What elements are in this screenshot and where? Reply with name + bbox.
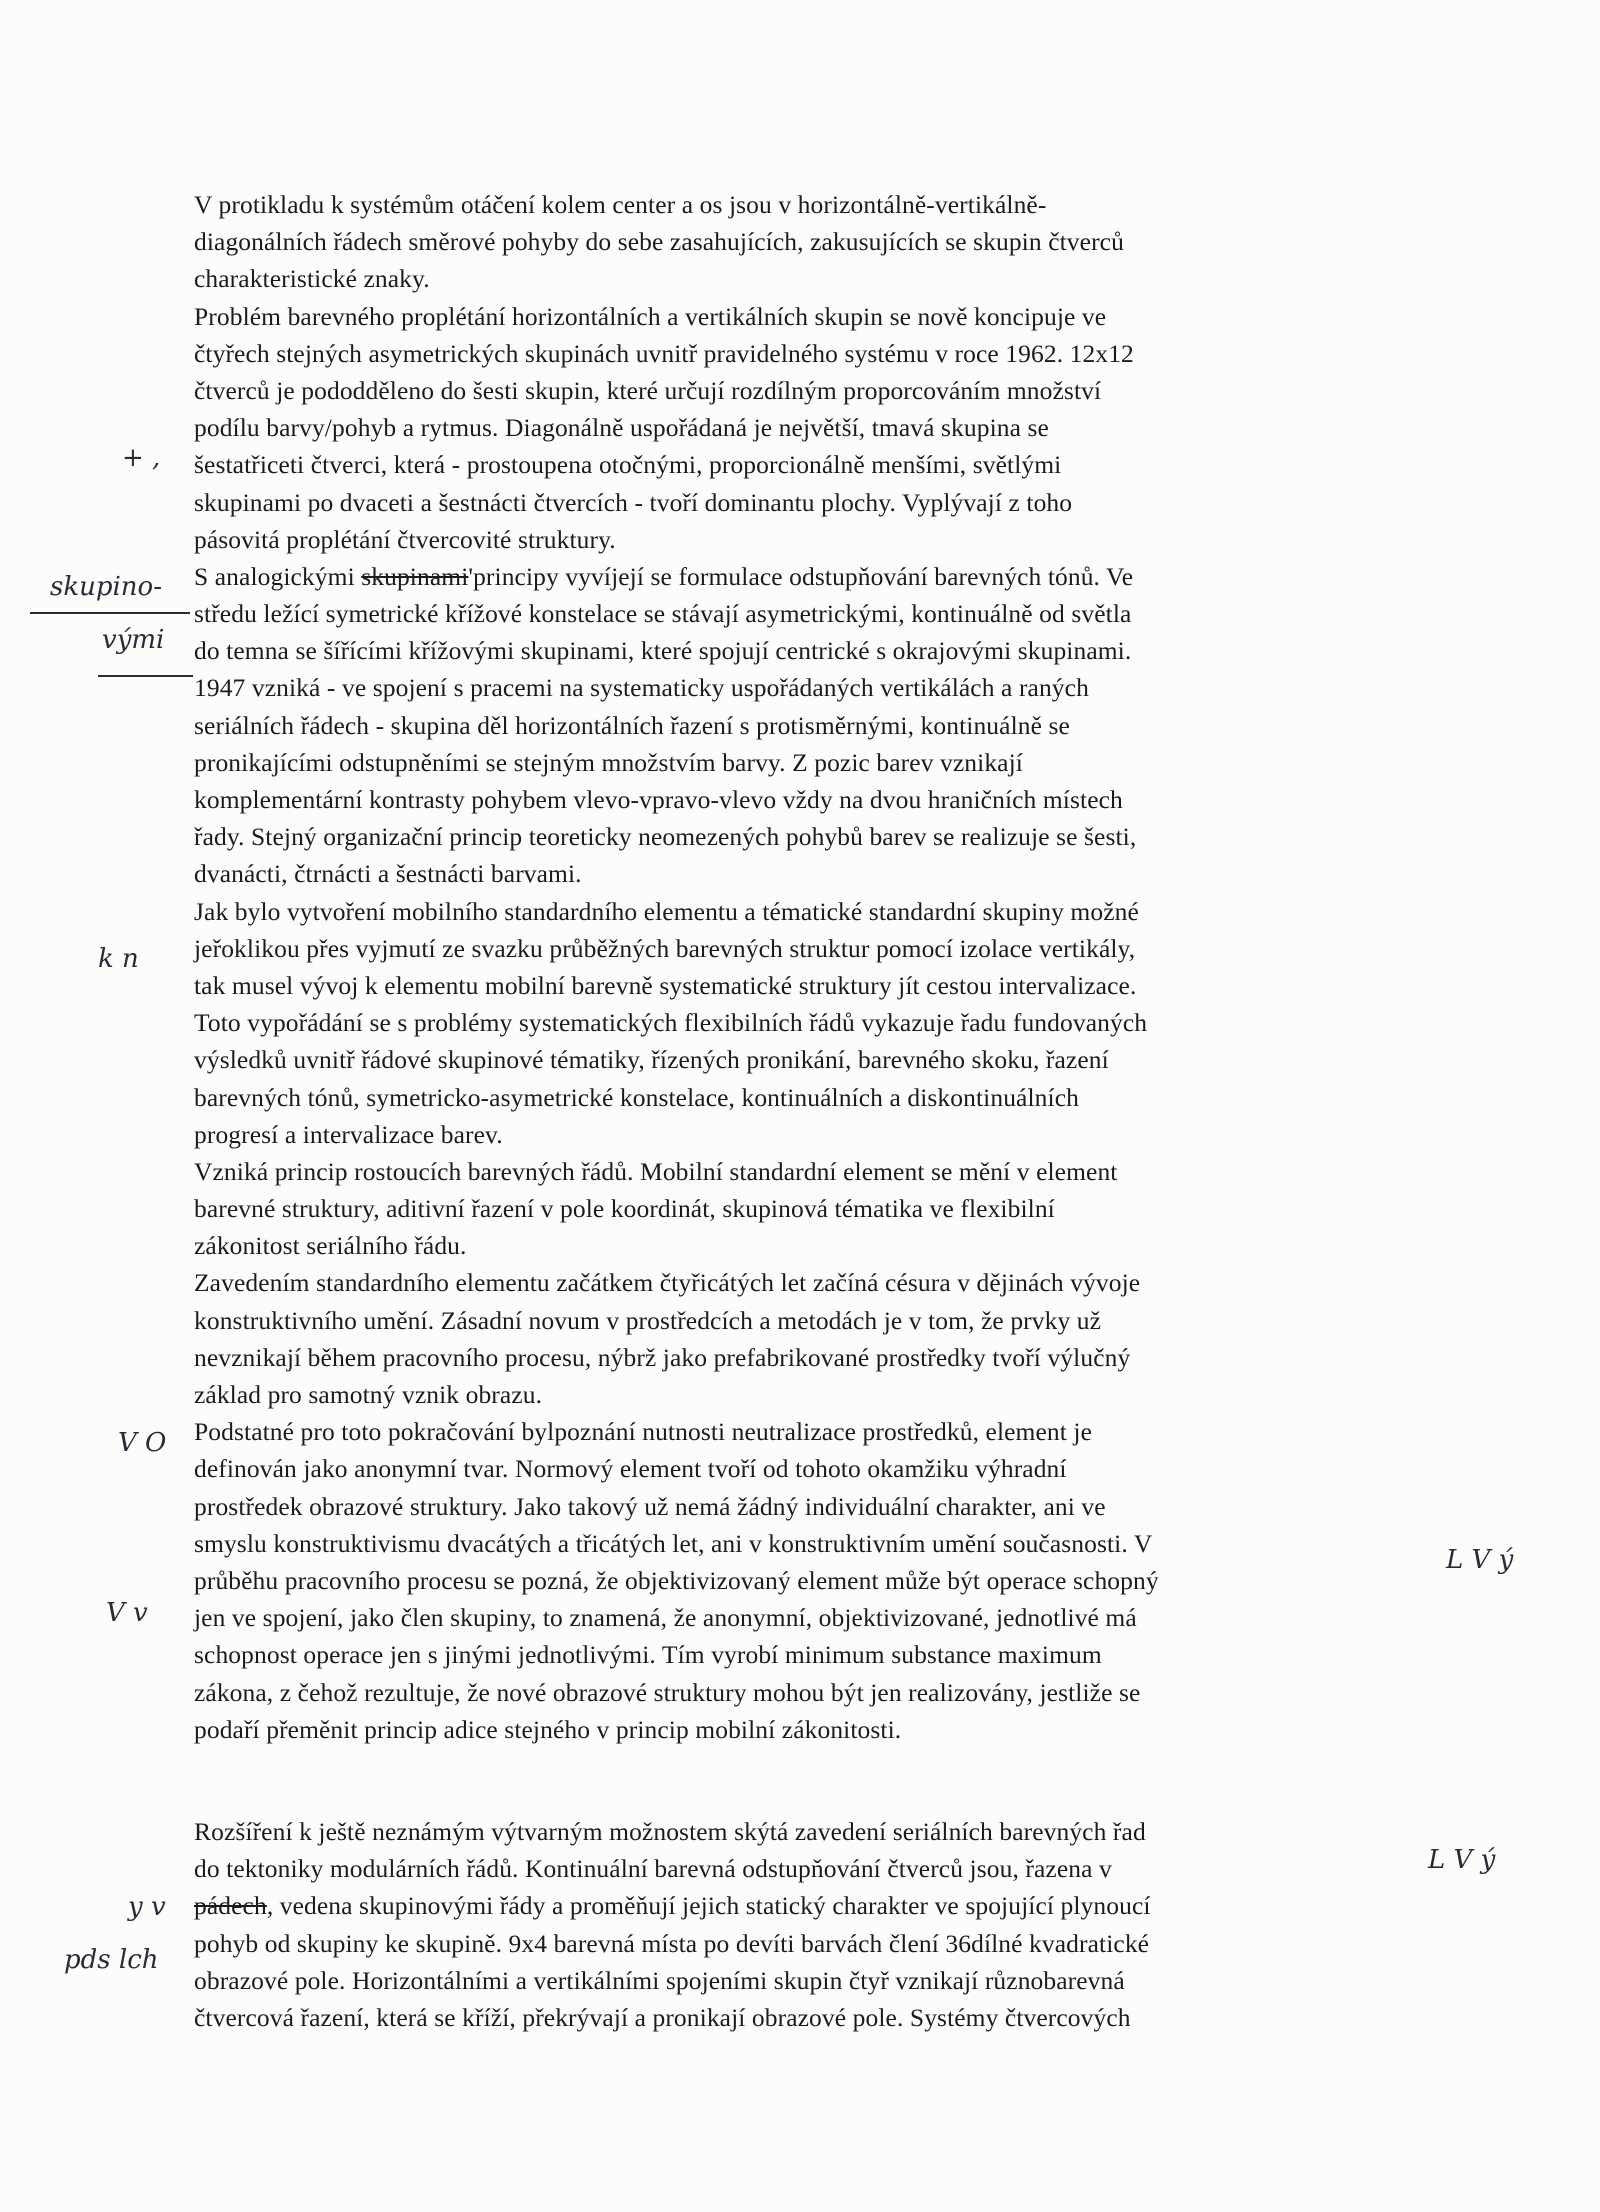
text-line: Podstatné pro toto pokračování bylpoznání nutnosti neutralizace prostředků, element je (194, 1417, 1093, 1447)
text-line: pronikajícími odstupněními se stejným množstvím barvy. Z pozic barev vznikají (194, 747, 1023, 777)
text-line: nevznikají během pracovního procesu, nýbrž jako prefabrikované prostředky tvoří výlučný (194, 1342, 1131, 1372)
text-line: definován jako anonymní tvar. Normový element tvoří od tohoto okamžiku výhradní (194, 1454, 1067, 1484)
text-line-with-strikethrough (194, 558, 1424, 595)
text-line: čtverců je pododděleno do šesti skupin, které určují rozdílným proporcováním množství (194, 375, 1102, 405)
text-line: jeřoklikou přes vyjmutí ze svazku průběžných barevných struktur pomocí izolace vertikály, (194, 933, 1136, 963)
text-line: pohyb od skupiny ke skupině. 9x4 barevná místa po devíti barvách člení 36dílné kvadratické (194, 1928, 1150, 1958)
text-line: řady. Stejný organizační princip teoreticky neomezených pohybů barev se realizuje se šesti, (194, 822, 1137, 852)
margin-note: V O (118, 1428, 167, 1458)
text-line: Jak bylo vytvoření mobilního standardního elementu a tématické standardní skupiny možné (194, 896, 1139, 926)
margin-underline (98, 675, 193, 677)
text-line: skupinami po dvaceti a šestnácti čtvercích - tvoří dominantu plochy. Vyplývají z toho (194, 487, 1073, 517)
text-line: Zavedením standardního elementu začátkem čtyřicátých let začíná césura v dějinách vývoje (194, 1268, 1141, 1298)
margin-note: L V ý (1428, 1845, 1496, 1875)
text-line: základ pro samotný vznik obrazu. (194, 1380, 543, 1409)
text-line: čtvercová řazení, která se kříží, překrývají a pronikají obrazové pole. Systémy čtvercových (194, 2002, 1131, 2032)
text-line: jen ve spojení, jako člen skupiny, to znamená, že anonymní, objektivizované, jednotlivé má (194, 1603, 1137, 1633)
margin-note: V v (106, 1598, 148, 1628)
text-line: prostředek obrazové struktury. Jako takový už nemá žádný individuální charakter, ani ve (194, 1491, 1106, 1521)
text-line: 1947 vzniká - ve spojení s pracemi na systematicky uspořádaných vertikálách a raných (194, 673, 1089, 703)
text-line: tak musel vývoj k elementu mobilní barevně systematické struktury jít cestou intervalizace. (194, 970, 1137, 1000)
text-line: V protikladu k systémům otáčení kolem center a os jsou v horizontálně-vertikálně- (194, 190, 1047, 219)
text-line: zákona, z čehož rezultuje, že nové obrazové struktury mohou být jen realizovány, jestliže se (194, 1677, 1141, 1707)
text-fragment: 'principy vyvíjejí se formulace odstupňování barevných tónů. Ve (468, 561, 1134, 591)
text-line: šestatřiceti čtverci, která - prostoupena otočnými, proporcionálně menšími, světlými (194, 450, 1062, 480)
text-line: pásovitá proplétání čtvercovité struktury. (194, 524, 616, 554)
text-line: Vzniká princip rostoucích barevných řádů. Mobilní standardní element se mění v element (194, 1156, 1118, 1186)
text-line: progresí a intervalizace barev. (194, 1119, 503, 1149)
margin-underline (30, 612, 190, 614)
text-line: středu ležící symetrické křížové konstelace se stávají asymetrickými, kontinuálně od světla (194, 599, 1132, 629)
text-block-final (194, 1813, 1424, 2036)
text-line: schopnost operace jen s jinými jednotlivými. Tím vyrobí minimum substance maximum (194, 1640, 1102, 1670)
margin-note: + , (122, 443, 161, 473)
margin-note: k n (98, 944, 139, 974)
text-line: Problém barevného proplétání horizontálních a vertikálních skupin se nově koncipuje ve (194, 301, 1107, 331)
text-line: Rozšíření k ještě neznámým výtvarným možnostem skýtá zavedení seriálních barevných řad (194, 1817, 1146, 1846)
struck-word: pádech (194, 1891, 267, 1921)
text-line: podílu barvy/pohyb a rytmus. Diagonálně uspořádaná je největší, tmavá skupina se (194, 413, 1049, 443)
text-line: zákonitost seriálního řádu. (194, 1231, 467, 1261)
text-line: dvanácti, čtrnácti a šestnácti barvami. (194, 859, 582, 889)
text-fragment: S analogickými (194, 561, 362, 591)
text-line: diagonálních řádech směrové pohyby do sebe zasahujících, zakusujících se skupin čtverců (194, 227, 1124, 257)
text-line: smyslu konstruktivismu dvacátých a třicátých let, ani v konstruktivním umění současnosti. V (194, 1528, 1153, 1558)
text-block-main (194, 186, 1424, 1748)
text-line: obrazové pole. Horizontálními a vertikálními spojeními skupin čtyř vznikají různobarevná (194, 1965, 1125, 1995)
text-line: výsledků uvnitř řádové skupinové tématiky, řízených pronikání, barevného skoku, řazení (194, 1045, 1109, 1075)
text-line: konstruktivního umění. Zásadní novum v prostředcích a metodách je v tom, že prvky už (194, 1305, 1102, 1335)
text-line-with-strikethrough (194, 1887, 1424, 1924)
text-line: seriálních řádech - skupina děl horizontálních řazení s protisměrnými, kontinuálně se (194, 710, 1070, 740)
margin-note: vými (102, 625, 165, 655)
margin-note: skupino- (50, 572, 162, 602)
text-line: čtyřech stejných asymetrických skupinách uvnitř pravidelného systému v roce 1962. 12x12 (194, 338, 1134, 368)
text-line: komplementární kontrasty pohybem vlevo-vpravo-vlevo vždy na dvou hraničních místech (194, 785, 1123, 814)
margin-note: pds lch (64, 1945, 159, 1975)
text-line: podaří přeměnit princip adice stejného v princip mobilní zákonitosti. (194, 1714, 902, 1744)
margin-note: y v (128, 1892, 166, 1922)
text-fragment: , vedena skupinovými řády a proměňují jejich statický charakter ve spojující plynoucí (266, 1891, 1151, 1921)
text-line: Toto vypořádání se s problémy systematických flexibilních řádů vykazuje řadu fundovaných (194, 1008, 1148, 1038)
margin-note: L V ý (1446, 1545, 1514, 1575)
text-line: do temna se šířícími křížovými skupinami, které spojují centrické s okrajovými skupinami. (194, 636, 1132, 666)
text-line: barevné struktury, aditivní řazení v pole koordinát, skupinová tématika ve flexibilní (194, 1194, 1055, 1224)
text-line: barevných tónů, symetricko-asymetrické konstelace, kontinuálních a diskontinuálních (194, 1082, 1079, 1112)
text-line: průběhu pracovního procesu se pozná, že objektivizovaný element může být operace schopný (194, 1565, 1159, 1595)
text-line: do tektoniky modulárních řádů. Kontinuální barevná odstupňování čtverců jsou, řazena v (194, 1854, 1112, 1884)
struck-word: skupinami (361, 561, 469, 591)
text-line: charakteristické znaky. (194, 264, 430, 294)
